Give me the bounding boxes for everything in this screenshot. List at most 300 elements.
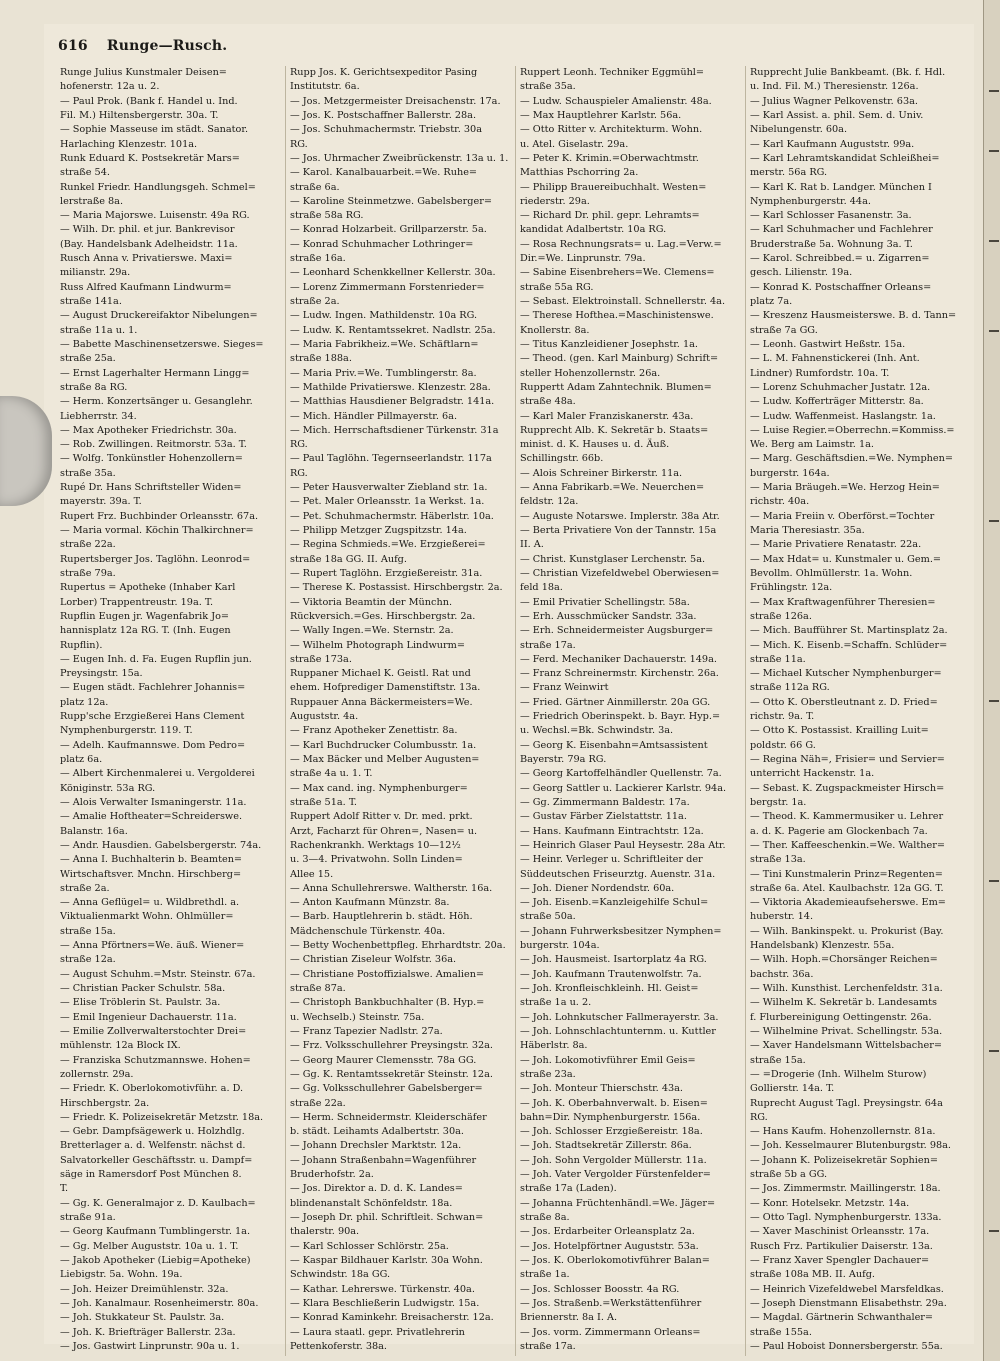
directory-line: richstr. 40a.: [750, 496, 810, 508]
directory-line: — Friedr. K. Oberlokomotivführ. a. D.: [60, 1083, 244, 1095]
directory-line: straße 15a.: [60, 925, 116, 937]
directory-line: — Joh. Hausmeist. Isartorplatz 4a RG.: [520, 954, 707, 966]
directory-line: — Emilie Zollverwalterstochter Drei=: [60, 1025, 247, 1037]
directory-line: — Alois Schreiner Birkerstr. 11a.: [520, 467, 683, 479]
directory-line: — Christian Vizefeldwebel Oberwiesen=: [520, 567, 720, 579]
directory-line: — Berta Privatiere Von der Tannstr. 15a: [520, 525, 717, 536]
directory-line: — Wilhelm Photograph Lindwurm=: [290, 639, 465, 651]
directory-line: a. d. K. Pagerie am Glockenbach 7a.: [750, 825, 928, 837]
directory-line: — Joh. Kesselmaurer Blutenburgstr. 98a.: [750, 1140, 952, 1152]
directory-line: — Joh. Kanalmaur. Rosenheimerstr. 80a.: [60, 1297, 259, 1309]
directory-line: — Ludw. Ingen. Mathildenstr. 10a RG.: [290, 310, 478, 322]
directory-line: Salvatorkeller Geschäftsstr. u. Dampf=: [60, 1154, 253, 1166]
directory-line: — Regina Schmieds.=We. Erzgießerei=: [290, 539, 486, 551]
directory-line: — Babette Maschinensetzerswe. Sieges=: [60, 338, 264, 350]
directory-line: — Wilh. Hoph.=Chorsänger Reichen=: [750, 954, 938, 966]
directory-line: — Joh. Lohnschlachtunternm. u. Kuttler: [520, 1025, 716, 1037]
directory-line: — Gg. Volksschullehrer Gabelsberger=: [290, 1083, 483, 1095]
directory-line: — Jos. Erdarbeiter Orleansplatz 2a.: [520, 1226, 695, 1238]
directory-line: — Heinr. Verleger u. Schriftleiter der: [520, 854, 703, 866]
directory-line: Liebherrstr. 34.: [60, 410, 137, 422]
directory-line: Rupertus = Apotheke (Inhaber Karl: [60, 582, 236, 594]
directory-line: Ruppert Adolf Ritter v. Dr. med. prkt.: [290, 811, 473, 823]
directory-line: Nymphenburgerstr. 44a.: [750, 195, 871, 207]
directory-line: Harlaching Klenzestr. 101a.: [60, 138, 198, 150]
directory-line: — Philipp Brauereibuchhalt. Westen=: [520, 181, 707, 193]
directory-line: Runkel Friedr. Handlungsgeh. Schmel=: [60, 181, 256, 193]
directory-line: — Kathar. Lehrerswe. Türkenstr. 40a.: [290, 1283, 475, 1295]
directory-line: straße 12a.: [60, 954, 116, 966]
directory-line: — Joh. Kaufmann Trautenwolfstr. 7a.: [520, 968, 702, 980]
directory-line: u. Wechsl.=Bk. Schwindstr. 3a.: [520, 725, 674, 737]
directory-line: — Karl Schlosser Schlörstr. 25a.: [290, 1240, 449, 1252]
directory-line: — Betty Wochenbettpfleg. Ehrhardtstr. 20a.: [290, 940, 506, 952]
directory-line: — Karol. Kanalbauarbeit.=We. Ruhe=: [290, 167, 478, 179]
directory-line: thalerstr. 90a.: [290, 1226, 360, 1238]
directory-line: — Johann Straßenbahn=Wagenführer: [290, 1154, 477, 1166]
directory-line: — Otto K. Postassist. Krailling Luit=: [750, 725, 929, 737]
directory-line: — Sabine Eisenbrehers=We. Clemens=: [520, 267, 715, 279]
directory-line: u. Wechselb.) Steinstr. 75a.: [290, 1011, 425, 1023]
directory-line: minist. d. K. Hauses u. d. Äuß.: [520, 439, 670, 451]
directory-line: straße 1a.: [520, 1269, 570, 1281]
directory-line: — Richard Dr. phil. gepr. Lehramts=: [520, 210, 700, 222]
directory-line: — Magdal. Gärtnerin Schwanthaler=: [750, 1312, 934, 1324]
directory-line: Runk Eduard K. Postsekretär Mars=: [60, 152, 240, 164]
directory-line: merstr. 56a RG.: [750, 167, 828, 179]
directory-line: — Eugen städt. Fachlehrer Johannis=: [60, 682, 246, 694]
directory-line: — Rupert Taglöhn. Erzgießereistr. 31a.: [290, 567, 483, 579]
directory-line: — Anna I. Buchhalterin b. Beamten=: [60, 854, 243, 866]
directory-line: mayerstr. 39a. T.: [60, 496, 142, 508]
directory-line: Rupertsberger Jos. Taglöhn. Leonrod=: [60, 553, 251, 565]
directory-line: — Emil Privatier Schellingstr. 58a.: [520, 596, 690, 608]
directory-line: lerstraße 8a.: [60, 195, 124, 207]
directory-line: straße 35a.: [60, 467, 116, 479]
directory-line: — Xaver Maschinist Orleansstr. 17a.: [750, 1226, 930, 1238]
directory-line: — Amalie Hoftheater=Schreiderswe.: [60, 811, 243, 823]
directory-line: — Jos. Zimmermstr. Maillingerstr. 18a.: [750, 1183, 941, 1195]
directory-line: — Karl Lehramtskandidat Schleißhei=: [750, 152, 940, 164]
directory-line: — Laura staatl. gepr. Privatlehrerin: [290, 1326, 465, 1338]
directory-line: — Andr. Hausdien. Gabelsbergerstr. 74a.: [60, 839, 262, 851]
directory-line: Ruprecht August Tagl. Preysingstr. 64a: [750, 1097, 943, 1109]
directory-line: straße 8a RG.: [60, 381, 128, 393]
directory-line: — Joseph Dr. phil. Schriftleit. Schwan=: [290, 1212, 484, 1223]
directory-line: — Georg Kaufmann Tumblingerstr. 1a.: [60, 1226, 251, 1238]
directory-line: — Lorenz Zimmermann Forstenrieder=: [290, 281, 485, 293]
directory-line: milianstr. 29a.: [60, 267, 131, 279]
directory-line: — Wilhelm K. Sekretär b. Landesamts: [750, 997, 938, 1009]
directory-line: straße 1a u. 2.: [520, 997, 592, 1009]
directory-line: — Elise Tröblerin St. Paulstr. 3a.: [60, 997, 221, 1009]
directory-line: straße 22a.: [60, 539, 116, 551]
directory-line: straße 17a.: [520, 639, 576, 651]
directory-line: Hirschbergstr. 2a.: [60, 1097, 150, 1109]
directory-line: — August Schuhm.=Mstr. Steinstr. 67a.: [60, 968, 256, 980]
directory-line: Arzt, Facharzt für Ohren=, Nasen= u.: [290, 825, 478, 837]
directory-line: — Jos. Hotelpförtner Auguststr. 53a.: [520, 1240, 699, 1252]
directory-line: — Xaver Handelsmann Wittelsbacher=: [750, 1040, 942, 1052]
directory-line: — Anton Kaufmann Münzstr. 8a.: [290, 897, 450, 909]
directory-line: — Christian Ziseleur Wolfstr. 36a.: [290, 954, 457, 966]
directory-line: — Max Hauptlehrer Karlstr. 56a.: [520, 109, 682, 121]
directory-line: — Joh. Vater Vergolder Fürstenfelder=: [520, 1169, 711, 1181]
column-4: [750, 66, 976, 1356]
directory-line: straße 16a.: [290, 253, 346, 265]
directory-line: — Viktoria Akademieaufseherswe. Em=: [750, 897, 946, 909]
directory-line: kandidat Adalbertstr. 10a RG.: [520, 224, 667, 236]
directory-line: — Ferd. Mechaniker Dachauerstr. 149a.: [520, 653, 717, 665]
directory-line: — Theod. (gen. Karl Mainburg) Schrift=: [520, 353, 719, 365]
directory-line: — Frz. Volksschullehrer Preysingstr. 32a.: [290, 1040, 494, 1052]
directory-line: — Mich. Herrschaftsdiener Türkenstr. 31a: [290, 424, 499, 436]
directory-line: burgerstr. 104a.: [520, 940, 600, 952]
directory-line: — Herm. Konzertsänger u. Gesanglehr.: [60, 396, 253, 408]
column-1: [60, 66, 286, 1356]
directory-line: — Viktoria Beamtin der Münchn.: [290, 596, 453, 608]
adjacent-page-edge: [983, 0, 1000, 1361]
directory-line: straße 79a.: [60, 567, 116, 579]
directory-line: platz 12a.: [60, 696, 109, 708]
directory-line: — Maria Fabrikheiz.=We. Schäftlarn=: [290, 338, 479, 350]
directory-line: RG.: [290, 467, 308, 479]
directory-line: — Franz Apotheker Zenettistr. 8a.: [290, 725, 458, 737]
directory-line: straße 55a RG.: [520, 281, 594, 293]
directory-line: straße 22a.: [290, 1097, 346, 1109]
directory-line: — Christoph Bankbuchhalter (B. Hyp.=: [290, 997, 485, 1009]
directory-line: — Wilhelmine Privat. Schellingstr. 53a.: [750, 1025, 943, 1037]
directory-line: — Paul Prok. (Bank f. Handel u. Ind.: [60, 95, 238, 107]
directory-line: Allee 15.: [290, 868, 334, 880]
directory-line: straße 11a u. 1.: [60, 324, 138, 336]
directory-line: — Rosa Rechnungsrats= u. Lag.=Verw.=: [520, 238, 722, 250]
directory-line: Schillingstr. 66b.: [520, 453, 604, 465]
directory-line: straße 141a.: [60, 296, 122, 307]
directory-line: — Kreszenz Hausmeisterswe. B. d. Tann=: [750, 310, 957, 322]
directory-line: — Wilh. Dr. phil. et jur. Bankrevisor: [60, 224, 235, 236]
directory-line: u. Ind. Fil. M.) Theresienstr. 126a.: [750, 81, 919, 93]
directory-line: Lorber) Trappentreustr. 19a. T.: [60, 596, 214, 608]
directory-line: — Ludw. K. Rentamtssekret. Nadlstr. 25a.: [290, 324, 496, 336]
directory-line: säge in Ramersdorf Post München 8.: [60, 1169, 242, 1181]
directory-line: — Ernst Lagerhalter Hermann Lingg=: [60, 367, 250, 379]
directory-line: — Paul Taglöhn. Tegernseerlandstr. 117a: [290, 453, 492, 465]
directory-line: — Karl Assist. a. phil. Sem. d. Univ.: [750, 109, 924, 121]
directory-line: straße 188a.: [290, 353, 352, 365]
directory-line: — Joh. K. Oberbahnverwalt. b. Eisen=: [520, 1097, 708, 1109]
column-3: [520, 66, 746, 1356]
directory-line: — Joh. Diener Nordendstr. 60a.: [520, 882, 675, 894]
directory-line: — Joh. Lokomotivführer Emil Geis=: [520, 1054, 696, 1066]
directory-line: Russ Alfred Kaufmann Lindwurm=: [60, 281, 232, 293]
directory-line: — Ludw. Schauspieler Amalienstr. 48a.: [520, 95, 712, 107]
directory-line: straße 51a. T.: [290, 796, 357, 808]
directory-line: — Heinrich Glaser Paul Heysestr. 28a Atr.: [520, 839, 726, 851]
directory-line: straße 91a.: [60, 1212, 116, 1223]
directory-line: straße 112a RG.: [750, 682, 830, 694]
directory-line: — Karl K. Rat b. Landger. München I: [750, 181, 932, 193]
directory-line: We. Berg am Laimstr. 1a.: [750, 439, 874, 451]
directory-line: huberstr. 14.: [750, 911, 814, 923]
directory-line: — Joh. Monteur Thierschstr. 43a.: [520, 1083, 684, 1095]
directory-line: platz 6a.: [60, 754, 103, 765]
directory-line: — Joh. K. Briefträger Ballerstr. 23a.: [60, 1326, 236, 1338]
directory-line: — Georg Kartoffelhändler Quellenstr. 7a.: [520, 768, 722, 780]
directory-line: straße 126a.: [750, 610, 812, 622]
directory-line: — Leonhard Schenkkellner Kellerstr. 30a.: [290, 267, 496, 279]
directory-line: riederstr. 29a.: [520, 195, 590, 207]
directory-line: straße 4a u. 1. T.: [290, 768, 373, 780]
directory-line: Rusch Frz. Partikulier Daiserstr. 13a.: [750, 1240, 933, 1252]
directory-line: — Mich. Baufführer St. Martinsplatz 2a.: [750, 625, 948, 637]
directory-line: hofenerstr. 12a u. 2.: [60, 81, 160, 93]
directory-line: — Konrad K. Postschaffner Orleans=: [750, 281, 932, 293]
directory-line: — Karl Buchdrucker Columbusstr. 1a.: [290, 739, 477, 751]
directory-line: — Joh. Schlosser Erzgießereistr. 18a.: [520, 1126, 703, 1138]
directory-line: — Jos. vorm. Zimmermann Orleans=: [520, 1326, 701, 1338]
directory-line: — Therese K. Postassist. Hirschbergstr. 2a.: [290, 582, 503, 594]
directory-line: — Gg. K. Rentamtssekretär Steinstr. 12a.: [290, 1068, 493, 1080]
directory-line: — Klara Beschließerin Ludwigstr. 15a.: [290, 1297, 480, 1309]
directory-line: straße 2a.: [60, 882, 110, 894]
directory-line: Rupé Dr. Hans Schriftsteller Widen=: [60, 482, 242, 494]
directory-line: — Jos. Straßenb.=Werkstättenführer: [520, 1297, 702, 1309]
directory-line: (Bay. Handelsbank Adelheidstr. 11a.: [60, 238, 238, 250]
directory-line: straße 6a.: [290, 181, 340, 193]
entry-columns: [60, 66, 980, 1356]
directory-line: — Ludw. Kofferträger Mitterstr. 8a.: [750, 396, 924, 408]
directory-line: Königinstr. 53a RG.: [60, 782, 156, 794]
directory-line: — Karoline Steinmetzwe. Gabelsberger=: [290, 195, 492, 207]
directory-line: straße 11a.: [750, 653, 806, 665]
directory-line: — Franziska Schutzmannswe. Hohen=: [60, 1054, 251, 1066]
directory-line: straße 108a MB. II. Aufg.: [750, 1269, 876, 1281]
directory-line: — Max cand. ing. Nymphenburger=: [290, 782, 468, 794]
directory-line: Handelsbank) Klenzestr. 55a.: [750, 940, 895, 952]
directory-line: — Julius Wagner Pelkovenstr. 63a.: [750, 95, 918, 107]
directory-line: Wirtschaftsver. Mnchn. Hirschberg=: [60, 868, 242, 880]
directory-line: — Wolfg. Tonkünstler Hohenzollern=: [60, 453, 243, 465]
directory-line: poldstr. 66 G.: [750, 739, 816, 751]
directory-line: — Alois Verwalter Ismaningerstr. 11a.: [60, 796, 247, 808]
directory-line: Briennerstr. 8a I. A.: [520, 1312, 618, 1324]
directory-line: — Joh. Sohn Vergolder Müllerstr. 11a.: [520, 1154, 707, 1166]
directory-line: bergstr. 1a.: [750, 796, 807, 808]
directory-line: Süddeutschen Friseurztg. Auenstr. 31a.: [520, 868, 716, 880]
directory-line: straße 48a.: [520, 396, 576, 408]
directory-line: Nibelungenstr. 60a.: [750, 124, 848, 136]
directory-line: — Johann K. Polizeisekretär Sophien=: [750, 1154, 938, 1166]
directory-line: — Therese Hofthea.=Maschinistenswe.: [520, 310, 714, 322]
directory-line: straße 87a.: [290, 983, 346, 994]
directory-line: — Jos. Schuhmachermstr. Triebstr. 30a: [290, 124, 482, 136]
directory-line: — Georg Maurer Clemensstr. 78a GG.: [290, 1054, 477, 1066]
directory-line: — Ludw. Waffenmeist. Haslangstr. 1a.: [750, 410, 936, 422]
directory-line: — Maria Majorswe. Luisenstr. 49a RG.: [60, 210, 250, 222]
directory-line: — Erh. Ausschmücker Sandstr. 33a.: [520, 610, 697, 622]
directory-line: Lindner) Rumfordstr. 10a. T.: [750, 367, 890, 379]
directory-line: — Johanna Früchtenhändl.=We. Jäger=: [520, 1197, 716, 1209]
directory-line: — Friedrich Oberinspekt. b. Bayr. Hyp.=: [520, 711, 721, 723]
directory-line: Dir.=We. Linprunstr. 79a.: [520, 253, 646, 265]
directory-line: — Christ. Kunstglaser Lerchenstr. 5a.: [520, 553, 706, 565]
directory-line: — Joseph Dienstmann Elisabethstr. 29a.: [750, 1297, 947, 1309]
directory-line: Rupflin Eugen jr. Wagenfabrik Jo=: [60, 610, 230, 622]
directory-line: — Anna Fabrikarb.=We. Neuerchen=: [520, 482, 705, 494]
directory-line: — Erh. Schneidermeister Augsburger=: [520, 625, 714, 637]
directory-line: Gollierstr. 14a. T.: [750, 1083, 835, 1095]
directory-line: richstr. 9a. T.: [750, 711, 815, 723]
directory-line: Matthias Pschorring 2a.: [520, 167, 639, 179]
directory-line: straße 173a.: [290, 653, 352, 665]
directory-line: — Franz Tapezier Nadlstr. 27a.: [290, 1025, 443, 1037]
directory-line: — Johann Fuhrwerksbesitzer Nymphen=: [520, 925, 722, 937]
directory-line: — Gg. K. Generalmajor z. D. Kaulbach=: [60, 1197, 256, 1209]
directory-line: — Konrad Schuhmacher Lothringer=: [290, 238, 474, 250]
directory-line: — Max Kraftwagenführer Theresien=: [750, 596, 936, 608]
directory-line: Bevollm. Ohlmüllerstr. 1a. Wohn.: [750, 567, 913, 579]
directory-line: — Titus Kanzleidiener Josephstr. 1a.: [520, 338, 698, 350]
directory-line: — Konrad Holzarbeit. Grillparzerstr. 5a.: [290, 224, 487, 236]
directory-line: Rupprecht Julie Bankbeamt. (Bk. f. Hdl.: [750, 67, 946, 78]
directory-line: — Adelh. Kaufmannswe. Dom Pedro=: [60, 739, 246, 751]
directory-line: — Barb. Hauptlehrerin b. städt. Höh.: [290, 911, 473, 923]
directory-line: — Joh. Stukkateur St. Paulstr. 3a.: [60, 1312, 225, 1324]
directory-line: feld 18a.: [520, 582, 563, 594]
directory-line: — Lorenz Schuhmacher Justatr. 12a.: [750, 381, 931, 393]
directory-line: — Maria Priv.=We. Tumblingerstr. 8a.: [290, 367, 477, 379]
directory-line: Rupp Jos. K. Gerichtsexpeditor Pasing: [290, 67, 478, 78]
directory-line: — Joh. Stadtsekretär Zillerstr. 86a.: [520, 1140, 692, 1152]
binder-clip: [0, 396, 52, 506]
directory-line: Preysingstr. 15a.: [60, 668, 143, 680]
directory-line: — Eugen Inh. d. Fa. Eugen Rupflin jun.: [60, 653, 252, 665]
directory-line: — Hans Kaufm. Hohenzollernstr. 81a.: [750, 1126, 936, 1138]
directory-line: Ruppertt Adam Zahntechnik. Blumen=: [520, 381, 712, 393]
directory-line: — Maria Freiin v. Oberförst.=Tochter: [750, 510, 935, 522]
page-number: 616: [58, 38, 88, 54]
directory-line: straße 15a.: [750, 1054, 806, 1066]
directory-line: — Konr. Hotelsekr. Metzstr. 14a.: [750, 1197, 910, 1209]
directory-line: — Heinrich Vizefeldwebel Marsfeldkas.: [750, 1283, 944, 1295]
directory-line: RG.: [750, 1111, 768, 1123]
directory-line: — Christiane Postoffizialswe. Amalien=: [290, 968, 485, 980]
directory-line: — Otto Tagl. Nymphenburgerstr. 133a.: [750, 1212, 942, 1223]
directory-line: Rupert Frz. Buchbinder Orleansstr. 67a.: [60, 510, 259, 522]
directory-line: straße 13a.: [750, 854, 806, 866]
directory-line: — Karl Kaufmann Auguststr. 99a.: [750, 138, 915, 150]
directory-line: — Gebr. Dampfsägewerk u. Holzhdlg.: [60, 1126, 245, 1138]
directory-line: Fil. M.) Hiltensbergerstr. 30a. T.: [60, 109, 219, 121]
directory-line: — Joh. Kronfleischkleinh. Hl. Geist=: [520, 983, 699, 994]
directory-line: — Wilh. Kunsthist. Lerchenfeldstr. 31a.: [750, 983, 943, 994]
directory-line: — Wally Ingen.=We. Sternstr. 2a.: [290, 625, 454, 637]
directory-line: Knollerstr. 8a.: [520, 324, 590, 336]
directory-line: — Friedr. K. Polizeisekretär Metzstr. 18a.: [60, 1111, 264, 1123]
directory-line: Bruderhofstr. 2a.: [290, 1169, 374, 1181]
directory-line: steller Hohenzollernstr. 26a.: [520, 367, 661, 379]
directory-line: — Konrad Kaminkehr. Breisacherstr. 12a.: [290, 1312, 494, 1324]
directory-line: — Gg. Melber Auguststr. 10a u. 1. T.: [60, 1240, 239, 1252]
directory-line: — Jos. K. Oberlokomotivführer Balan=: [520, 1254, 710, 1266]
directory-line: feldstr. 12a.: [520, 496, 579, 508]
directory-line: straße 18a GG. II. Aufg.: [290, 553, 407, 565]
directory-line: Ruppert Leonh. Techniker Eggmühl=: [520, 67, 705, 78]
directory-line: Maria Theresiastr. 35a.: [750, 525, 865, 536]
directory-line: bachstr. 36a.: [750, 968, 814, 980]
directory-line: Pettenkoferstr. 38a.: [290, 1340, 387, 1352]
directory-line: — Marg. Geschäftsdien.=We. Nymphen=: [750, 453, 953, 465]
directory-line: platz 7a.: [750, 296, 793, 307]
directory-line: straße 6a. Atel. Kaulbachstr. 12a GG. T.: [750, 882, 944, 894]
directory-line: — Maria vormal. Köchin Thalkirchner=: [60, 525, 254, 536]
directory-line: straße 5b a GG.: [750, 1169, 828, 1181]
directory-line: — Karl Maler Franziskanerstr. 43a.: [520, 410, 694, 422]
directory-line: — Luise Regier.=Oberrechn.=Kommiss.=: [750, 424, 955, 436]
directory-line: — Christian Packer Schulstr. 58a.: [60, 983, 226, 994]
directory-line: — Mich. K. Eisenb.=Schaffn. Schlüder=: [750, 639, 948, 651]
directory-line: Runge Julius Kunstmaler Deisen=: [60, 67, 227, 78]
directory-line: — Paul Hoboist Donnersbergerstr. 55a.: [750, 1340, 943, 1352]
directory-line: Mädchenschule Türkenstr. 40a.: [290, 925, 446, 937]
directory-line: blindenanstalt Schönfeldstr. 18a.: [290, 1197, 453, 1209]
directory-line: — Max Apotheker Friedrichstr. 30a.: [60, 424, 237, 436]
directory-line: — Joh. Lohnkutscher Fallmerayerstr. 3a.: [520, 1011, 719, 1023]
directory-line: — Joh. Eisenb.=Kanzleigehilfe Schul=: [520, 897, 709, 909]
directory-line: — Philipp Metzger Zugspitzstr. 14a.: [290, 525, 467, 536]
directory-line: — Anna Geflügel= u. Wildbrethdl. a.: [60, 897, 240, 909]
directory-line: — Georg K. Eisenbahn=Amtsassistent: [520, 739, 708, 751]
directory-line: Häberlstr. 8a.: [520, 1040, 588, 1052]
directory-line: — Mathilde Privatierswe. Klenzestr. 28a.: [290, 381, 491, 393]
directory-line: — Hans. Kaufmann Eintrachtstr. 12a.: [520, 825, 704, 837]
directory-line: — Marie Privatiere Renatastr. 22a.: [750, 539, 922, 551]
page-title: Runge—Rusch.: [106, 38, 228, 54]
directory-line: — Fried. Gärtner Ainmillerstr. 20a GG.: [520, 696, 711, 708]
directory-line: — Joh. Heizer Dreimühlenstr. 32a.: [60, 1283, 229, 1295]
directory-line: — Rob. Zwillingen. Reitmorstr. 53a. T.: [60, 439, 247, 451]
directory-line: — Jakob Apotheker (Liebig=Apotheke): [60, 1254, 251, 1266]
directory-line: straße 50a.: [520, 911, 576, 923]
directory-line: straße 7a GG.: [750, 324, 818, 336]
directory-line: Nymphenburgerstr. 119. T.: [60, 725, 193, 737]
directory-line: — Jos. Uhrmacher Zweibrückenstr. 13a u. 1.: [290, 152, 509, 164]
directory-line: — Emil Ingenieur Dachauerstr. 11a.: [60, 1011, 237, 1023]
directory-line: hannisplatz 12a RG. T. (Inh. Eugen: [60, 625, 231, 637]
directory-line: — Tini Kunstmalerin Prinz=Regenten=: [750, 868, 943, 880]
directory-line: — Johann Drechsler Marktstr. 12a.: [290, 1140, 462, 1152]
directory-line: straße 23a.: [520, 1068, 576, 1080]
directory-line: — Regina Näh=, Frisier= und Servier=: [750, 754, 945, 765]
directory-line: — Herm. Schneidermstr. Kleiderschäfer: [290, 1111, 487, 1123]
directory-line: — Sophie Masseuse im städt. Sanator.: [60, 124, 249, 136]
directory-line: RG.: [290, 439, 308, 451]
directory-line: — =Drogerie (Inh. Wilhelm Sturow): [750, 1068, 927, 1080]
directory-line: — L. M. Fahnenstickerei (Inh. Ant.: [750, 353, 920, 365]
directory-line: — Gg. Zimmermann Baldestr. 17a.: [520, 796, 690, 808]
directory-line: — Anna Pförtners=We. äuß. Wiener=: [60, 940, 245, 952]
directory-line: — August Druckereifaktor Nibelungen=: [60, 310, 258, 322]
directory-line: burgerstr. 164a.: [750, 467, 830, 479]
directory-line: zollernstr. 29a.: [60, 1068, 134, 1080]
directory-line: — Pet. Maler Orleansstr. 1a Werkst. 1a.: [290, 496, 485, 508]
directory-line: T.: [60, 1183, 69, 1195]
directory-line: — Peter Hausverwalter Ziebland str. 1a.: [290, 482, 488, 494]
directory-line: — Sebast. Elektroinstall. Schnellerstr. 4a.: [520, 296, 726, 307]
directory-line: gesch. Lilienstr. 19a.: [750, 267, 853, 279]
directory-line: straße 35a.: [520, 81, 576, 93]
